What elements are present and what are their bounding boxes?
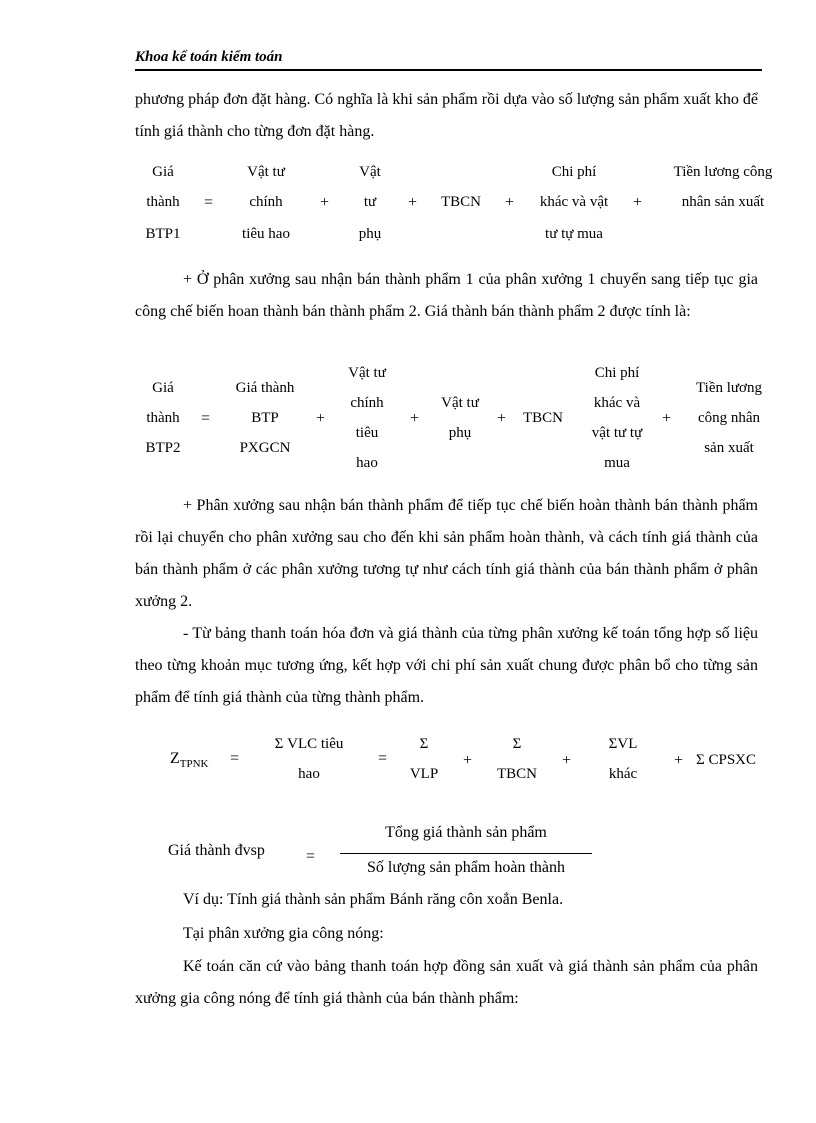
header-rule <box>135 69 762 71</box>
f2-t1-1: Giá thành <box>235 380 295 396</box>
f2-plus-1: + <box>316 410 326 427</box>
f3-t5: Σ CPSXC <box>696 752 757 768</box>
f1-plus-1: + <box>320 194 330 211</box>
f2-t1-2: BTP <box>251 410 279 426</box>
f1-t5-2: nhân sản xuất <box>681 194 765 210</box>
f1-t1-1: Vật tư <box>247 164 285 180</box>
f2-t2-3: tiêu <box>355 425 379 441</box>
f2-lhs-1: Giá <box>152 380 174 396</box>
f1-plus-3: + <box>505 194 515 211</box>
f4-denominator: Số lượng sản phẩm hoàn thành <box>367 859 565 876</box>
f1-t5-1: Tiền lương công <box>673 164 773 180</box>
workshop-line: Tại phân xưởng gia công nóng: <box>183 925 384 942</box>
f3-plus-2: + <box>562 752 572 769</box>
f1-lhs-1: Giá <box>152 164 174 180</box>
f2-t3-1: Vật tư <box>441 395 479 411</box>
f3-equals-1: = <box>230 750 240 767</box>
f3-t3-1: Σ <box>512 736 522 752</box>
paragraph-intro: phương pháp đơn đặt hàng. Có nghĩa là khi sản phẩm rồi dựa vào số lượng sản phẩm xuất kho để tính giá thành cho từng đơn đặt hàng. <box>135 91 758 140</box>
f3-t4-1: ΣVL <box>608 736 638 752</box>
f1-plus-2: + <box>408 194 418 211</box>
f2-t6-1: Tiền lương <box>696 380 762 396</box>
paragraph-final: Kế toán căn cứ vào bảng thanh toán hợp đồng sản xuất và giá thành sản phẩm của phân xưởng gia công nóng để tính giá thành của bán thành phẩm: <box>135 958 758 1007</box>
f2-plus-2: + <box>410 410 420 427</box>
f2-t2-2: chính <box>350 395 384 411</box>
f4-numerator: Tổng giá thành sản phẩm <box>385 824 547 841</box>
f1-lhs-2: thành <box>146 194 180 210</box>
example-line: Ví dụ: Tính giá thành sản phẩm Bánh răng côn xoắn Benla. <box>183 891 564 908</box>
f3-plus-3: + <box>674 752 684 769</box>
f2-t5-1: Chi phí <box>594 365 640 381</box>
f1-t4-3: tư tự mua <box>545 226 603 242</box>
paragraph-next-workshops: + Phân xưởng sau nhận bán thành phẩm để tiếp tục chế biến hoàn thành bán thành phẩm rồi lại chuyển cho phân xưởng sau cho đến khi sản phẩm hoàn thành, và cách tính giá thành của bán thành phẩm ở các phân xưởng tương tự như cách tính giá thành của bán thành phẩm ở phân xưởng 2. <box>135 497 758 610</box>
f2-t6-2: công nhân <box>697 410 761 426</box>
f1-t1-3: tiêu hao <box>242 226 290 242</box>
f2-plus-4: + <box>662 410 672 427</box>
f2-t3-2: phụ <box>448 425 472 441</box>
f1-t3: TBCN <box>441 194 482 210</box>
f2-t1-3: PXGCN <box>239 440 291 456</box>
f3-z: $Z_{TPNK}$ <box>170 750 209 771</box>
f1-lhs-3: BTP1 <box>145 226 181 242</box>
f1-t2-2: tư <box>363 194 377 210</box>
paragraph-from-tables: - Từ bảng thanh toán hóa đơn và giá thành của từng phân xưởng kế toán tổng hợp số liệu theo từng khoản mục tương ứng, kết hợp với chi phí sản xuất chung được phân bổ cho từng sản phẩm để tính giá thành của từng thành phẩm. <box>135 625 758 706</box>
f3-equals-2: = <box>378 750 388 767</box>
f2-t4: TBCN <box>523 410 564 426</box>
page-header-title: Khoa kế toán kiểm toán <box>135 49 283 65</box>
f1-plus-4: + <box>633 194 643 211</box>
f2-lhs-3: BTP2 <box>145 440 181 456</box>
f3-t1-1: Σ VLC tiêu <box>274 736 344 752</box>
f4-lhs: Giá thành đvsp <box>168 842 265 859</box>
f3-plus-1: + <box>463 752 473 769</box>
f1-t2-3: phụ <box>358 226 382 242</box>
f4-equals: = <box>306 848 316 865</box>
f2-t5-4: mua <box>604 455 630 471</box>
f3-t2-2: VLP <box>409 766 439 782</box>
f3-t1-2: hao <box>298 766 320 782</box>
f2-lhs-2: thành <box>146 410 180 426</box>
f3-t2-1: Σ <box>419 736 429 752</box>
f2-t6-3: sản xuất <box>704 440 754 456</box>
f1-t4-1: Chi phí <box>551 164 597 180</box>
f2-plus-3: + <box>497 410 507 427</box>
f3-t3-2: TBCN <box>496 766 537 782</box>
f3-t4-2: khác <box>608 766 638 782</box>
paragraph-pxs: + Ở phân xưởng sau nhận bán thành phẩm 1 của phân xưởng 1 chuyển sang tiếp tục gia công chế biến hoan thành bán thành phẩm 2. Giá thành bán thành phẩm 2 được tính là: <box>135 271 758 320</box>
f4-fraction-line <box>340 853 592 854</box>
f2-t2-4: hao <box>356 455 378 471</box>
f2-equals: = <box>201 410 211 427</box>
f2-t5-3: vật tư tự <box>591 425 643 441</box>
f1-t4-2: khác và vật <box>539 194 609 210</box>
f2-t5-2: khác và <box>593 395 641 411</box>
f2-t2-1: Vật tư <box>348 365 386 381</box>
f1-t2-1: Vật <box>359 164 381 180</box>
f1-equals: = <box>204 194 214 211</box>
f1-t1-2: chính <box>249 194 283 210</box>
